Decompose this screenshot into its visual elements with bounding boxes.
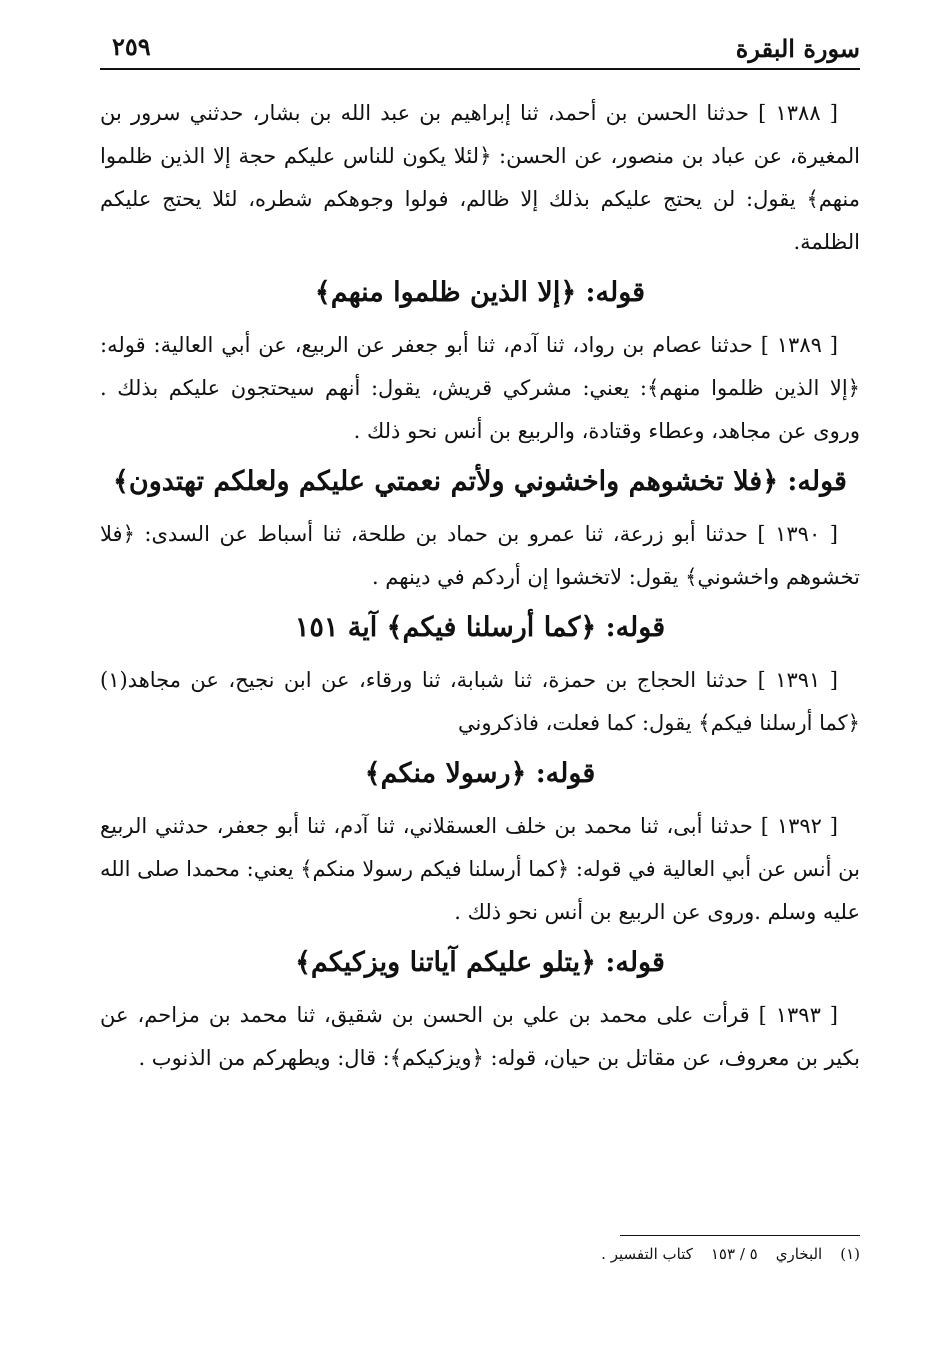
entry-1392: [ ١٣٩٢ ] حدثنا أبى، ثنا محمد بن خلف العسقلاني، ثنا آدم، ثنا أبو جعفر، حدثني الربيع بن أنس عن أبي العالية في قوله: ﴿كما أرسلنا فيكم رسولا منكم﴾ يعني: محمدا صلى الله عليه وسلم .وروى عن الربيع بن أنس نحو ذلك .	[100, 814, 860, 924]
entry-1393: [ ١٣٩٣ ] قرأت على محمد بن علي بن الحسن بن شقيق، ثنا محمد بن مزاحم، عن بكير بن معروف، عن مقاتل بن حيان، قوله: ﴿ويزكيكم﴾: قال: ويطهركم من الذنوب .	[100, 1003, 860, 1070]
entry-1391: [ ١٣٩١ ] حدثنا الحجاج بن حمزة، ثنا شبابة، ثنا ورقاء، عن ابن نجيح، عن مجاهد(١) ﴿كما أرسلنا فيكم﴾ يقول: كما فعلت، فاذكروني	[100, 668, 860, 735]
heading-kama-arsalna: قوله: ﴿كما أرسلنا فيكم﴾ آية ١٥١	[294, 612, 666, 643]
footnote	[480, 1240, 860, 1268]
entry-1390: [ ١٣٩٠ ] حدثنا أبو زرعة، ثنا عمرو بن حماد بن طلحة، ثنا أسباط عن السدى: ﴿فلا تخشوهم واخشوني﴾ يقول: لاتخشوا إن أردكم في دينهم .	[100, 522, 860, 589]
footnote-divider	[620, 1235, 860, 1236]
heading-illa-alladhina: قوله: ﴿إلا الذين ظلموا منهم﴾	[314, 277, 646, 308]
entry-1388: [ ١٣٨٨ ] حدثنا الحسن بن أحمد، ثنا إبراهيم بن عبد الله بن بشار، حدثني سرور بن المغيرة، عن عباد بن منصور، عن الحسن: ﴿لئلا يكون للناس عليكم حجة إلا الذين ظلموا منهم﴾ يقول: لن يحتج عليكم بذلك إلا ظالم، فولوا وجوهكم شطره، لئلا يحتج عليكم الظلمة.	[100, 101, 860, 254]
page-header	[100, 28, 860, 70]
heading-rasulan-minkum: قوله: ﴿رسولا منكم﴾	[364, 758, 596, 789]
footnote-source: البخاري	[775, 1245, 823, 1263]
surah-title: سورة البقرة	[735, 34, 860, 63]
footnote-reference: ٥ / ١٥٣	[710, 1245, 758, 1263]
page-number: ٢٥٩	[112, 32, 151, 61]
entry-1389: [ ١٣٨٩ ] حدثنا عصام بن رواد، ثنا آدم، ثنا أبو جعفر عن الربيع، عن أبي العالية: قوله: ﴿إلا الذين ظلموا منهم﴾: يعني: مشركي قريش، يقول: أنهم سيحتجون عليكم بذلك . وروى عن مجاهد، وعطاء وقتادة، والربيع بن أنس نحو ذلك .	[100, 333, 860, 443]
heading-yatlu-alaykum: قوله: ﴿يتلو عليكم آياتنا ويزكيكم﴾	[295, 947, 665, 978]
heading-fala-takhshawhum: قوله: ﴿فلا تخشوهم واخشوني ولأتم نعمتي عليكم ولعلكم تهتدون﴾	[113, 466, 847, 497]
footnote-marker: (١)	[840, 1245, 860, 1263]
footnote-book: كتاب التفسير .	[601, 1245, 693, 1263]
page-body	[100, 92, 860, 1080]
